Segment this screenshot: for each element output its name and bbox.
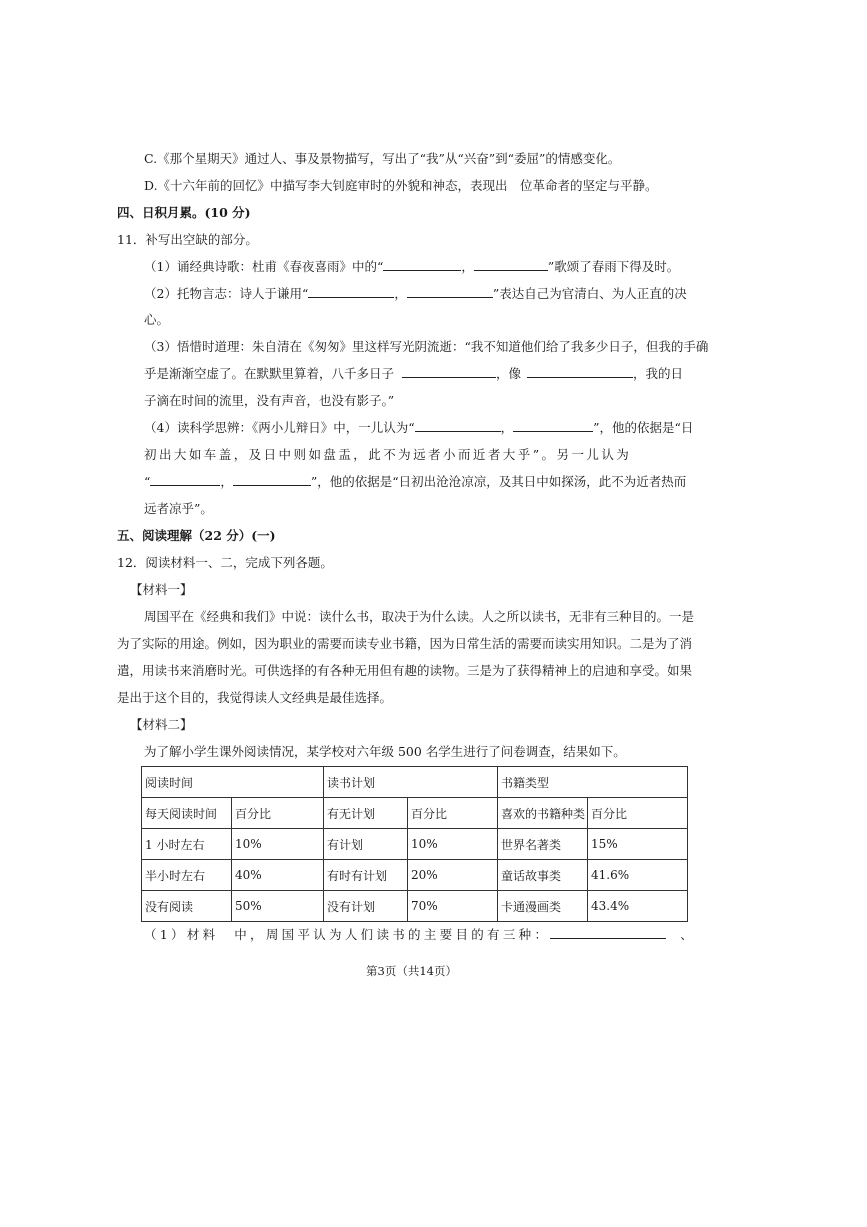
table-cell: 10%: [232, 829, 324, 860]
material-1-line-2: 为了实际的用途。例如，因为职业的需要而读专业书籍，因为日常生活的需要而读实用知识。二是为了消: [117, 636, 693, 651]
material-1-label: 【材料一】: [130, 582, 193, 597]
table-row: [142, 891, 688, 922]
blank[interactable]: [402, 365, 496, 378]
material-1-line-3: 遣，用读书来消磨时光。可供选择的有各种无用但有趣的读物。三是为了获得精神上的启迪和享受。如果: [117, 663, 693, 678]
item-4-cont: 初出大如车盖，及日中则如盘盂，此不为远者小而近者大乎”。另一儿认为: [144, 447, 632, 462]
item-4-cont-2: “ ， ”，他的依据是“日初出沧沧凉凉，及其日中如探汤，此不为近者热而: [144, 474, 687, 489]
table-cell: 20%: [408, 860, 498, 891]
item-2: （2）托物言志：诗人于谦用“ ， ”表达自己为官清白、为人正直的决: [144, 286, 687, 301]
item-3-cont: 乎是渐渐空虚了。在默默里算着，八千多日子 ，像 ，我的日: [144, 366, 684, 381]
item-1: （1）诵经典诗歌：杜甫《春夜喜雨》中的“ ， ”歌颂了春雨下得及时。: [144, 259, 680, 274]
table-cell: 有计划: [324, 829, 408, 860]
table-cell: 童话故事类: [498, 860, 588, 891]
material-1-line-4: 是出于这个目的，我觉得读人文经典是最佳选择。: [117, 690, 393, 705]
table-subheader: 有无计划: [324, 798, 408, 829]
question-11: 11．补写出空缺的部分。: [117, 232, 258, 247]
survey-table: [141, 766, 688, 922]
blank[interactable]: [383, 258, 461, 271]
table-cell: 卡通漫画类: [498, 891, 588, 922]
blank[interactable]: [150, 473, 220, 486]
table-cell: 15%: [588, 829, 688, 860]
table-group-header-row: [142, 767, 688, 798]
table-group-header: 阅读时间: [142, 767, 324, 798]
table-cell: 43.4%: [588, 891, 688, 922]
table-cell: 没有阅读: [142, 891, 232, 922]
table-group-header: 书籍类型: [498, 767, 688, 798]
table-cell: 世界名著类: [498, 829, 588, 860]
table-subheader: 百分比: [408, 798, 498, 829]
material-1-line-1: 周国平在《经典和我们》中说：读什么书，取决于为什么读。人之所以读书，无非有三种目的。一是: [144, 609, 695, 624]
material-2-intro: 为了解小学生课外阅读情况，某学校对六年级 500 名学生进行了问卷调查，结果如下。: [144, 744, 626, 759]
sub-question-1: （1）材料 中，周国平认为人们读书的主要目的有三种： 、: [144, 927, 697, 942]
table-row: [142, 829, 688, 860]
table-subheader: 百分比: [232, 798, 324, 829]
table-subheader: 喜欢的书籍种类: [498, 798, 588, 829]
material-2-label: 【材料二】: [130, 717, 193, 732]
table-cell: 有时有计划: [324, 860, 408, 891]
blank[interactable]: [233, 473, 311, 486]
item-2-cont: 心。: [144, 312, 170, 327]
item-3-cont-2: 子滴在时间的流里，没有声音，也没有影子。”: [144, 393, 395, 408]
table-subheader-row: [142, 798, 688, 829]
blank[interactable]: [407, 285, 493, 298]
option-d: D.《十六年前的回忆》中描写李大钊庭审时的外貌和神态，表现出 位革命者的坚定与平静。: [144, 178, 658, 193]
item-3: （3）悟惜时道理：朱自清在《匆匆》里这样写光阴流逝：“我不知道他们给了我多少日子，但我的手确: [144, 339, 709, 354]
table-row: [142, 860, 688, 891]
table-cell: 41.6%: [588, 860, 688, 891]
table-cell: 70%: [408, 891, 498, 922]
option-c: C.《那个星期天》通过人、事及景物描写，写出了“我”从“兴奋”到“委屈”的情感变化。: [144, 151, 621, 166]
blank[interactable]: [474, 258, 548, 271]
blank[interactable]: [527, 365, 633, 378]
table-cell: 50%: [232, 891, 324, 922]
section-4-title: 四、日积月累。(10 分): [117, 205, 251, 220]
question-12: 12．阅读材料一、二，完成下列各题。: [117, 555, 333, 570]
table-group-header: 读书计划: [324, 767, 498, 798]
table-cell: 1 小时左右: [142, 829, 232, 860]
item-4-cont-3: 远者凉乎”。: [144, 501, 213, 516]
page-footer: 第3页（共14页）: [366, 964, 457, 978]
table-cell: 10%: [408, 829, 498, 860]
table-subheader: 百分比: [588, 798, 688, 829]
blank[interactable]: [550, 926, 666, 939]
blank[interactable]: [308, 285, 394, 298]
item-4: （4）读科学思辨：《两小儿辩日》中，一儿认为“ ， ”，他的依据是“日: [144, 420, 694, 435]
blank[interactable]: [415, 419, 501, 432]
table-cell: 没有计划: [324, 891, 408, 922]
table-cell: 半小时左右: [142, 860, 232, 891]
section-5-title: 五、阅读理解（22 分）(一): [117, 528, 276, 543]
blank[interactable]: [513, 419, 593, 432]
table-subheader: 每天阅读时间: [142, 798, 232, 829]
table-cell: 40%: [232, 860, 324, 891]
